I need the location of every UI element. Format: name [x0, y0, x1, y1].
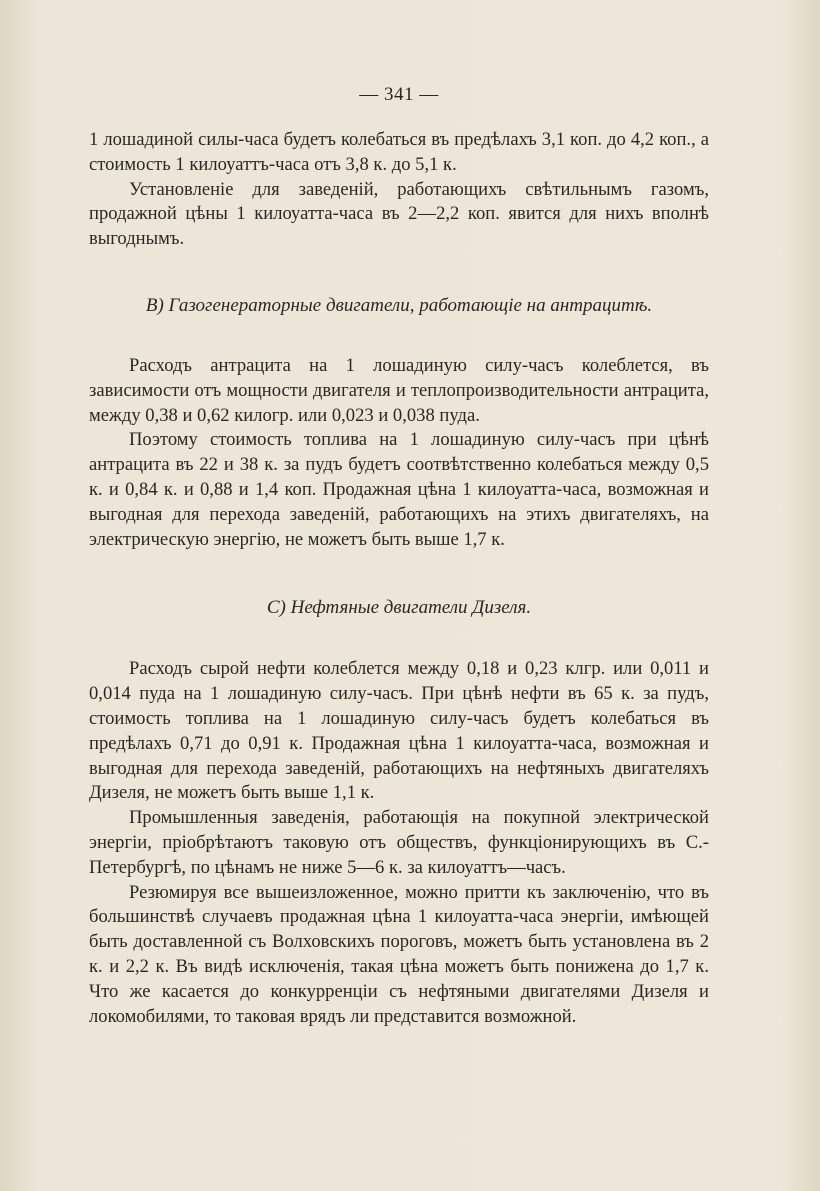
- section-b-paragraph-1: Расходъ антрацита на 1 лошадиную силу-часъ колеблется, въ зависимости отъ мощности двигателя и теплопроизводительности антрацита, между 0,38 и 0,62 килогр. или 0,023 и 0,038 пуда.: [89, 354, 709, 426]
- intro-paragraph-1: 1 лошадиной силы-часа будетъ колебаться въ предѣлахъ 3,1 коп. до 4,2 коп., а стоимость 1 килоуаттъ-часа отъ 3,8 к. до 5,1 к.: [89, 129, 709, 175]
- page-content: [89, 84, 709, 1029]
- section-heading-b: B) Газогенераторные двигатели, работающіе на антрацитѣ.: [145, 294, 653, 316]
- section-c-paragraph-1: Расходъ сырой нефти колеблется между 0,18 и 0,23 клгр. или 0,011 и 0,014 пуда на 1 лошадиную силу-часъ. При цѣнѣ нефти въ 65 к. за пудъ, стоимость топлива на 1 лошадиную силу-часъ будетъ колебаться въ предѣлахъ 0,71 до 0,91 к. Продажная цѣна 1 килоуатта-часа, возможная и выгодная для перехода заведеній, работающихъ на нефтяныхъ двигателяхъ Дизеля, не можетъ быть выше 1,1 к.: [89, 658, 709, 804]
- page-number: — 341 —: [359, 84, 439, 105]
- section-c-paragraph-2: Промышленныя заведенія, работающія на покупной электрической энергіи, пріобрѣтаютъ таковую отъ обществъ, функціонирующихъ въ С.-Петербургѣ, по цѣнамъ не ниже 5—6 к. за килоуаттъ—часъ.: [89, 807, 709, 878]
- section-heading-c: C) Нефтяные двигатели Дизеля.: [266, 597, 532, 619]
- section-c-paragraph-3: Резюмируя все вышеизложенное, можно притти къ заключенію, что въ большинствѣ случаевъ продажная цѣна 1 килоуатта-часа энергіи, имѣющей быть доставленной съ Волховскихъ пороговъ, можетъ быть установлена въ 2 к. и 2,2 к. Въ видѣ исключенія, такая цѣна можетъ быть понижена до 1,7 к. Что же касается до конкурренціи съ нефтяными двигателями Дизеля и локомобилями, то таковая врядъ ли представится возможной.: [89, 881, 709, 1027]
- section-b-paragraph-2: Поэтому стоимость топлива на 1 лошадиную силу-часъ при цѣнѣ антрацита въ 22 и 38 к. за пудъ будетъ соотвѣтственно колебаться между 0,5 к. и 0,84 к. и 0,88 и 1,4 коп. Продажная цѣна 1 килоуатта-часа, возможная и выгодная для перехода заведеній, работающихъ на этихъ двигателяхъ, на электрическую энергію, не можетъ быть выше 1,7 к.: [89, 429, 709, 550]
- intro-paragraph-2: Установленіе для заведеній, работающихъ свѣтильнымъ газомъ, продажной цѣны 1 килоуатта-часа въ 2—2,2 коп. явится для нихъ вполнѣ выгоднымъ.: [89, 178, 709, 250]
